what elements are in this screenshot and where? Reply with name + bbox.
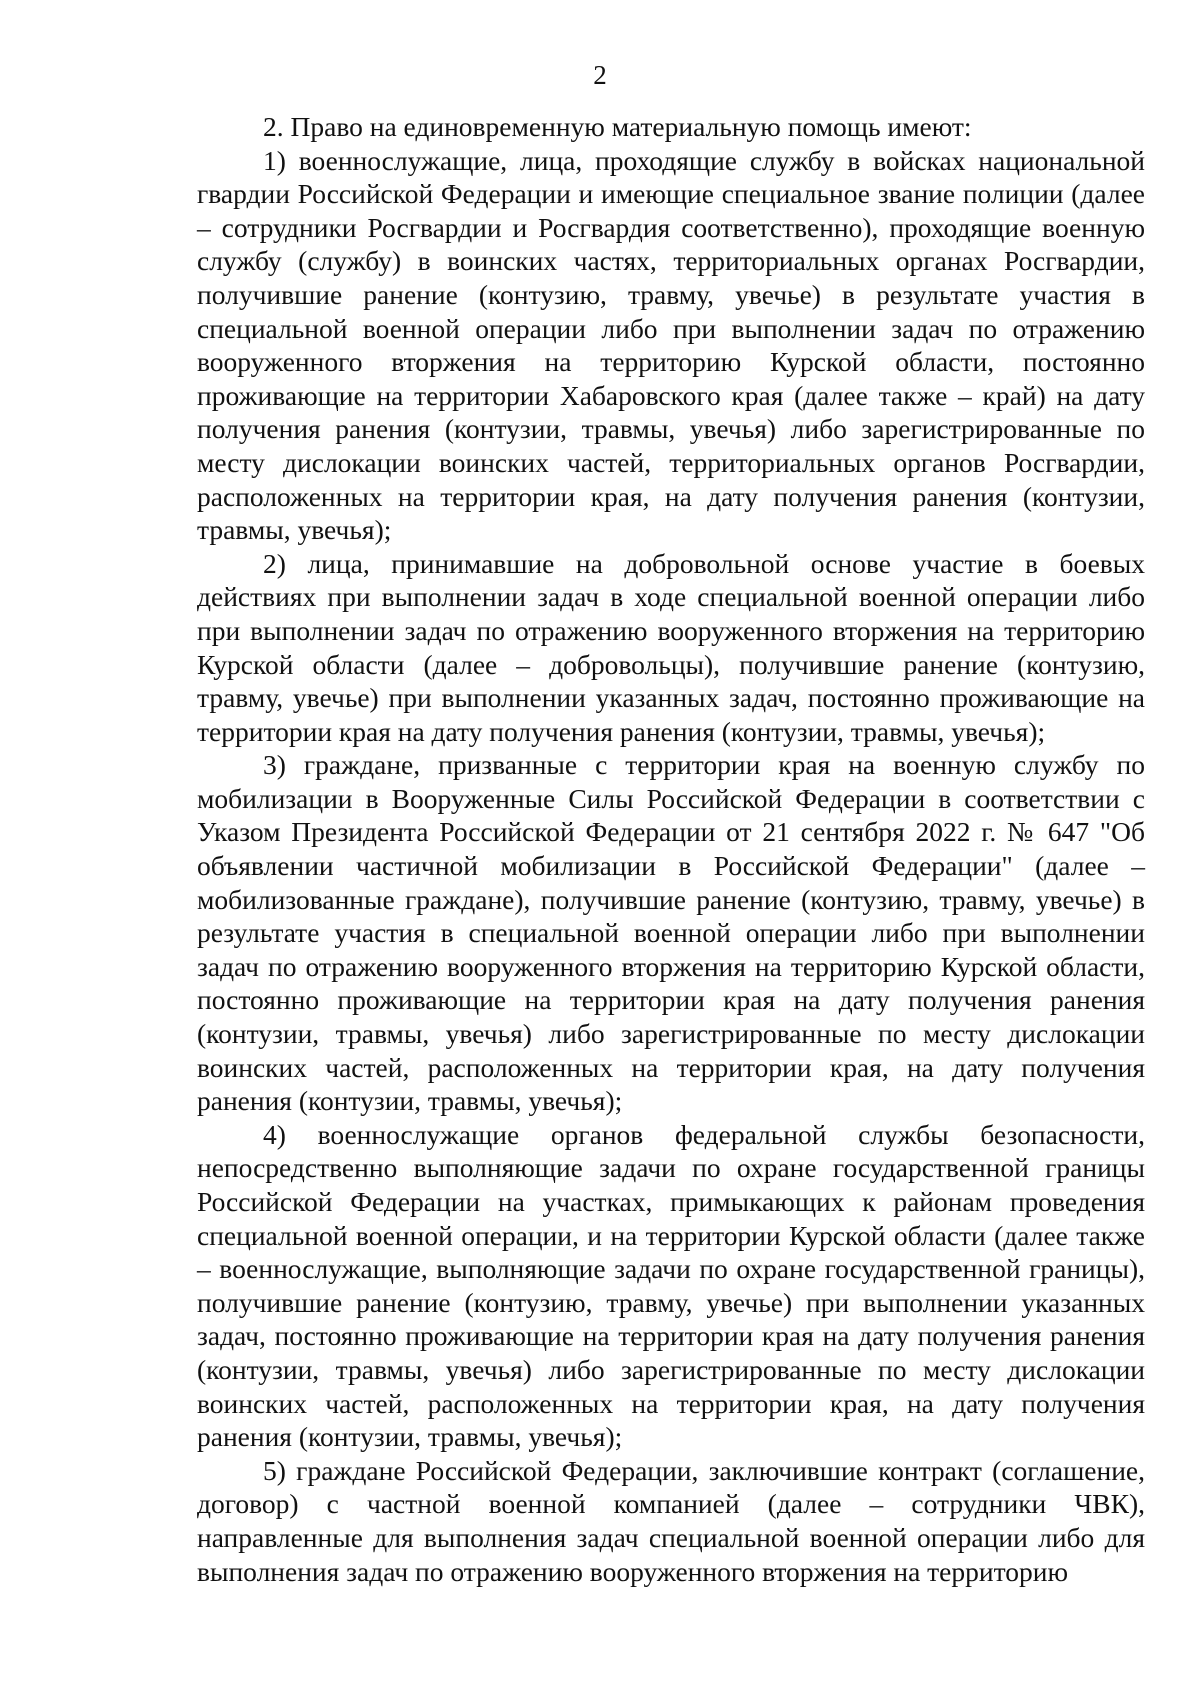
document-body bbox=[197, 110, 1145, 1588]
paragraph-item-3-mobilized: 3) граждане, призванные с территории края на военную службу по мобилизации в Вооруженные Силы Российской Федерации в соответствии с Указом Президента Российской Федерации от 21 сентября 2022 г. № 647 "Об объявлении частичной мобилизации в Российской Федерации" (далее – мобилизованные граждане), получившие ранение (контузию, травму, увечье) в результате участия в специальной военной операции либо при выполнении задач по отражению вооруженного вторжения на территорию Курской области, постоянно проживающие на территории края на дату получения ранения (контузии, травмы, увечья) либо зарегистрированные по месту дислокации воинских частей, расположенных на территории края, на дату получения ранения (контузии, травмы, увечья); bbox=[197, 749, 1145, 1117]
paragraph-item-5-pmc: 5) граждане Российской Федерации, заключившие контракт (соглашение, договор) с частной военной компанией (далее – сотрудники ЧВК), направленные для выполнения задач специальной военной операции либо для выполнения задач по отражению вооруженного вторжения на территорию bbox=[197, 1454, 1145, 1587]
paragraph-item-1-rosgvardia: 1) военнослужащие, лица, проходящие службу в войсках национальной гвардии Российской Федерации и имеющие специальное звание полиции (далее – сотрудники Росгвардии и Росгвардия соответственно), проходящие военную службу (службу) в воинских частях, территориальных органах Росгвардии, получившие ранение (контузию, травму, увечье) в результате участия в специальной военной операции либо при выполнении задач по отражению вооруженного вторжения на территорию Курской области, постоянно проживающие на территории Хабаровского края (далее также – край) на дату получения ранения (контузии, травмы, увечья) либо зарегистрированные по месту дислокации воинских частей, территориальных органов Росгвардии, расположенных на территории края, на дату получения ранения (контузии, травмы, увечья); bbox=[197, 144, 1145, 546]
paragraph-eligibility-heading: 2. Право на единовременную материальную помощь имеют: bbox=[263, 111, 972, 142]
paragraph-item-2-volunteers: 2) лица, принимавшие на добровольной основе участие в боевых действиях при выполнении задач в ходе специальной военной операции либо при выполнении задач по отражению вооруженного вторжения на территорию Курской области (далее – добровольцы), получившие ранение (контузию, травму, увечье) при выполнении указанных задач, постоянно проживающие на территории края на дату получения ранения (контузии, травмы, увечья); bbox=[197, 547, 1145, 747]
page-number: 2 bbox=[593, 60, 607, 90]
paragraph-item-4-fsb-border: 4) военнослужащие органов федеральной службы безопасности, непосредственно выполняющие задачи по охране государственной границы Российской Федерации на участках, примыкающих к районам проведения специальной военной операции, и на территории Курской области (далее также – военнослужащие, выполняющие задачи по охране государственной границы), получившие ранение (контузию, травму, увечье) при выполнении указанных задач, постоянно проживающие на территории края на дату получения ранения (контузии, травмы, увечья) либо зарегистрированные по месту дислокации воинских частей, расположенных на территории края, на дату получения ранения (контузии, травмы, увечья); bbox=[197, 1118, 1145, 1453]
